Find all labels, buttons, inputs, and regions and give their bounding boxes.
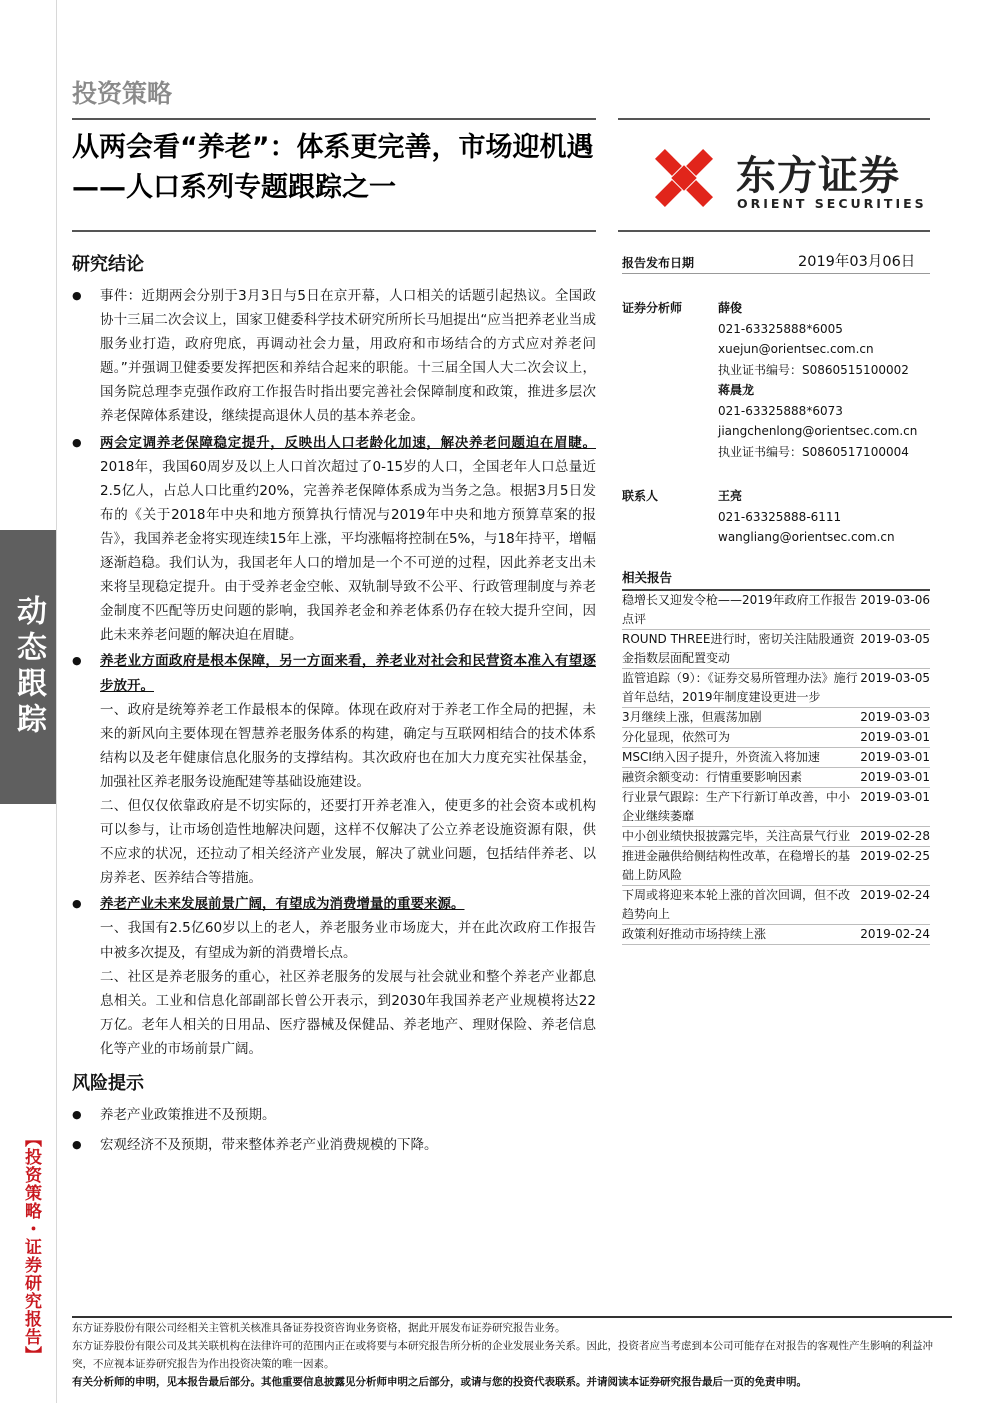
related-report-date: 2019-03-01 — [860, 749, 930, 764]
logo-top-rule — [618, 118, 930, 120]
bullet-3-paragraph-2: 二、但仅仅依靠政府是不切实际的，还要打开养老准入，使更多的社会资本或机构可以参与，让市场创造性地解决问题，这样不仅解决了公立养老设施资源有限，供不应求的状况，还拉动了相关经济产业发展，解决了就业问题，包括结伴养老、以房养老、医养结合等措施。 — [100, 797, 596, 887]
bullet-4-title: 养老产业未来发展前景广阔，有望成为消费增量的重要来源。 — [100, 896, 465, 913]
publish-date-row — [622, 250, 930, 274]
related-report-row[interactable] — [622, 728, 930, 748]
related-report-title: ROUND THREE进行时，密切关注陆股通资金指数层面配置变动 — [622, 631, 855, 665]
report-type-label: 动态跟踪 — [11, 595, 46, 739]
analyst-phone: 021-63325888*6073 — [718, 403, 843, 418]
report-title: 从两会看“养老”：体系更完善，市场迎机遇——人口系列专题跟踪之一 — [72, 132, 594, 203]
conclusion-bullet-4 — [72, 892, 596, 916]
analyst-license: 执业证书编号：S0860517100004 — [718, 444, 909, 459]
risks-heading: 风险提示 — [72, 1073, 144, 1094]
contact-label: 联系人 — [622, 489, 659, 503]
company-logo — [638, 138, 928, 218]
bullet-3-paragraph-1: 一、政府是统筹养老工作最根本的保障。体现在政府对于养老工作全局的把握，未来的新风向主要体现在智慧养老服务体系的构建，确定与互联网相结合的技术体系结构以及老年健康信息化服务的支撑结构。其次政府也在加大力度充实社保基金，加强社区养老服务设施配建等基础设施建设。 — [100, 701, 596, 790]
related-report-title: 分化显现，依然可为 — [622, 729, 731, 744]
bullet-4-paragraph-2: 二、社区是养老服务的重心，社区养老服务的发展与社会就业和整个养老产业都息息相关。工业和信息化部副部长曾公开表示，到2030年我国养老产业规模将达22万亿。老年人相关的日用品、医疗器械及保健品、养老地产、理财保险、养老信息化等产业的市场前景广阔。 — [100, 968, 596, 1057]
related-report-date: 2019-03-01 — [860, 769, 930, 784]
related-report-row[interactable] — [622, 925, 930, 945]
analyst-name: 蒋晨龙 — [718, 383, 755, 397]
related-report-row[interactable] — [622, 748, 930, 768]
risk-item: ● 宏观经济不及预期，带来整体养老产业消费规模的下降。 — [72, 1133, 596, 1157]
disclaimer-footer — [72, 1316, 952, 1391]
analyst-label: 证券分析师 — [622, 301, 683, 315]
conclusions-heading: 研究结论 — [72, 254, 144, 275]
publish-date-label: 报告发布日期 — [622, 256, 695, 270]
publish-date-value: 2019年03月06日 — [798, 254, 916, 270]
related-report-title: 推进金融供给侧结构性改革，在稳增长的基础上防风险 — [622, 848, 851, 882]
logo-bottom-rule — [618, 230, 930, 232]
report-type-tab — [0, 530, 56, 804]
vertical-category-label: 【投资策略・证券研究报告】 — [21, 1130, 41, 1364]
related-report-row[interactable] — [622, 768, 930, 788]
analyst-name: 薛俊 — [718, 301, 743, 315]
main-content — [72, 250, 596, 1157]
related-report-title: 融资余额变动：行情重要影响因素 — [622, 769, 803, 784]
related-report-row[interactable] — [622, 708, 930, 728]
related-report-date: 2019-02-28 — [860, 828, 930, 843]
footer-line-2: 东方证券股份有限公司及其关联机构在法律许可的范围内正在或将要与本研究报告所分析的企业发展业务关系。因此，投资者应当考虑到本公司可能存在对报告的客观性产生影响的利益冲突，不应视本证券研究报告为作出投资决策的唯一因素。 — [72, 1340, 933, 1370]
related-report-title: 稳增长又迎发令枪——2019年政府工作报告点评 — [622, 592, 857, 626]
contact-phone: 021-63325888-6111 — [718, 509, 842, 524]
bullet-3-title: 养老业方面政府是根本保障，另一方面来看，养老业对社会和民营资本准入有望逐步放开。 — [100, 653, 596, 694]
analyst-email[interactable]: jiangchenlong@orientsec.com.cn — [718, 424, 918, 438]
related-report-title: 3月继续上涨，但震荡加剧 — [622, 709, 762, 724]
related-report-row[interactable] — [622, 669, 930, 708]
analyst-license: 执业证书编号：S0860515100002 — [718, 362, 909, 377]
related-report-title: 行业景气跟踪：生产下行新订单改善，中小企业继续萎靡 — [622, 789, 851, 823]
analysts-block — [622, 298, 930, 462]
related-report-date: 2019-03-01 — [860, 729, 930, 744]
conclusion-bullet-3 — [72, 649, 596, 697]
contact-name: 王亮 — [718, 489, 743, 503]
related-report-title: 监管追踪（9）：《证券交易所管理办法》施行首年总结，2019年制度建设更进一步 — [622, 670, 858, 704]
related-report-date: 2019-03-05 — [860, 670, 930, 685]
contact-block — [622, 486, 930, 548]
report-category: 投资策略 — [72, 79, 173, 108]
related-report-date: 2019-03-03 — [860, 709, 930, 724]
bullet-4-paragraph-1: 一、我国有2.5亿60岁以上的老人，养老服务业市场庞大，并在此次政府工作报告中被多次提及，有望成为新的消费增长点。 — [100, 920, 596, 961]
related-report-title: 下周或将迎来本轮上涨的首次回调，但不改趋势向上 — [622, 887, 851, 921]
related-report-date: 2019-03-06 — [860, 592, 930, 607]
bullet-2-body: 2018年，我国60周岁及以上人口首次超过了0-15岁的人口，全国老年人口总量近2.5亿人，占总人口比重约20%，完善养老保障体系成为当务之急。根据3月5日发布的《关于2018年中央和地方预算执行情况与2019年中央和地方预算草案的报告》，我国养老金将实现连续15年上涨，平均涨幅将控制在5%，与18年持平，增幅逐渐趋稳。我们认为，我国老年人口的增加是一个不可逆的过程，因此养老支出未来将呈现稳定提升。由于受养老金空帐、双轨制导致不公平、行政管理制度与养老金制度不匹配等历史问题的影响，我国养老金和养老体系仍存在较大提升空间，因此未来养老问题的解决迫在眉睫。 — [100, 458, 596, 644]
related-report-date: 2019-02-25 — [860, 848, 930, 863]
related-report-row[interactable] — [622, 827, 930, 847]
bullet-2-title: 两会定调养老保障稳定提升，反映出人口老龄化加速，解决养老问题迫在眉睫。 — [100, 434, 596, 451]
related-report-title: 政策利好推动市场持续上涨 — [622, 926, 767, 941]
risk-item: ● 养老产业政策推进不及预期。 — [72, 1103, 596, 1127]
logo-name-cn: 东方证券 — [736, 153, 900, 199]
related-reports-heading: 相关报告 — [622, 568, 930, 591]
logo-name-en: ORIENT SECURITIES — [737, 196, 927, 211]
sidebar-info — [622, 250, 930, 945]
related-report-date: 2019-03-05 — [860, 631, 930, 646]
related-report-title: 中小创业绩快报披露完毕，关注高景气行业 — [622, 828, 851, 843]
related-report-date: 2019-02-24 — [860, 926, 930, 941]
related-reports-list — [622, 591, 930, 945]
related-report-row[interactable] — [622, 847, 930, 886]
related-report-title: MSCI纳入因子提升，外资流入将加速 — [622, 749, 820, 764]
contact-email[interactable]: wangliang@orientsec.com.cn — [718, 530, 895, 544]
related-report-row[interactable] — [622, 630, 930, 669]
title-top-rule — [72, 118, 596, 120]
logo-mark-icon — [638, 138, 730, 218]
analyst-phone: 021-63325888*6005 — [718, 321, 843, 336]
conclusion-bullet-1: ● 事件：近期两会分别于3月3日与5日在京开幕，人口相关的话题引起热议。全国政协十三届二次会议上，国家卫健委科学技术研究所所长马旭提出“应当把养老业当成服务业打造，政府兜底，再调动社会力量，用政府和市场结合的方式应对养老问题。”并强调卫健委要发挥把医和养结合起来的职能。十三届全国人大二次会议上，国务院总理李克强作政府工作报告时指出要完善社会保障制度和政策，推进多层次养老保障体系建设，继续提高退休人员的基本养老金。 — [72, 284, 596, 429]
analyst-email[interactable]: xuejun@orientsec.com.cn — [718, 342, 874, 356]
conclusion-bullet-2 — [72, 431, 596, 648]
footer-line-1: 东方证券股份有限公司经相关主管机关核准具备证券投资咨询业务资格，据此开展发布证券研究报告业务。 — [72, 1322, 566, 1334]
related-report-row[interactable] — [622, 788, 930, 827]
footer-line-3: 有关分析师的申明，见本报告最后部分。其他重要信息披露见分析师申明之后部分，或请与您的投资代表联系。并请阅读本证券研究报告最后一页的免责申明。 — [72, 1376, 807, 1388]
related-report-row[interactable] — [622, 886, 930, 925]
title-bottom-rule — [72, 230, 596, 232]
related-report-date: 2019-03-01 — [860, 789, 930, 804]
related-report-date: 2019-02-24 — [860, 887, 930, 902]
related-report-row[interactable] — [622, 591, 930, 630]
